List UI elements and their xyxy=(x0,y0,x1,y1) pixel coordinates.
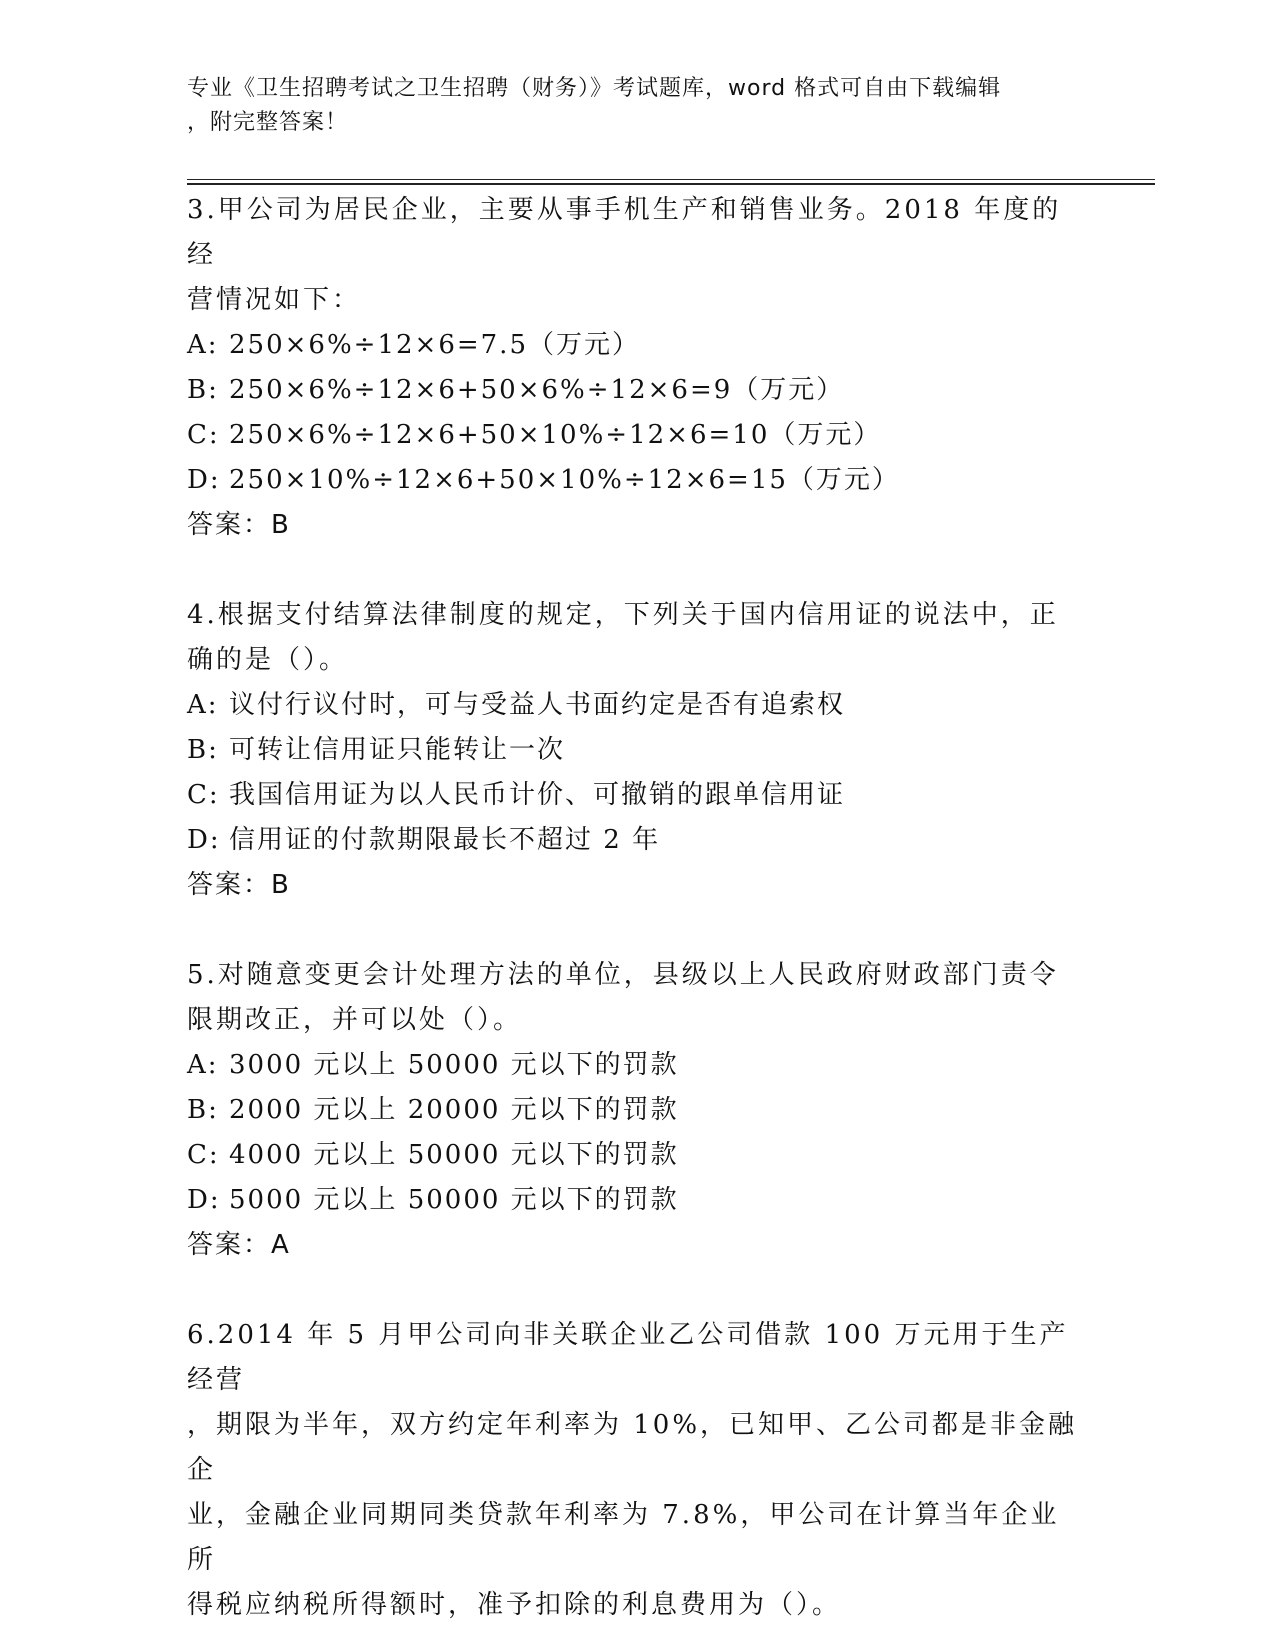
option-c xyxy=(187,413,1087,458)
spacer xyxy=(187,908,1087,953)
option-d xyxy=(187,818,1087,863)
option-key: D: xyxy=(187,825,221,855)
option-text: 信用证的付款期限最长不超过 2 年 xyxy=(229,825,661,855)
question-stem-line: 营情况如下： xyxy=(187,285,362,315)
option-key: C: xyxy=(187,420,220,450)
option-a xyxy=(187,323,1087,368)
option-key: A: xyxy=(187,1050,219,1080)
spacer xyxy=(187,1268,1087,1313)
answer-line: 答案：B xyxy=(187,870,291,900)
option-text: 2000 元以上 20000 元以下的罚款 xyxy=(229,1095,679,1125)
option-text: 5000 元以上 50000 元以下的罚款 xyxy=(229,1185,679,1215)
option-b xyxy=(187,728,1087,773)
question-stem-line: ，期限为半年，双方约定年利率为 10%，已知甲、乙公司都是非金融企 xyxy=(187,1410,1078,1485)
spacer xyxy=(187,548,1087,593)
option-text: 250×6%÷12×6+50×6%÷12×6=9（万元） xyxy=(229,375,845,405)
option-text: 250×6%÷12×6+50×10%÷12×6=10（万元） xyxy=(229,420,882,450)
question-stem-line: 限期改正，并可以处（）。 xyxy=(187,1005,523,1035)
option-text: 250×10%÷12×6+50×10%÷12×6=15（万元） xyxy=(229,465,900,495)
question-list xyxy=(187,188,1087,1628)
question-5 xyxy=(187,953,1087,1268)
header-divider-thin xyxy=(187,179,1155,180)
option-b xyxy=(187,368,1087,413)
option-key: B: xyxy=(187,1095,219,1125)
header-line-2: ，附完整答案！ xyxy=(187,110,349,135)
option-key: D: xyxy=(187,1185,221,1215)
option-d xyxy=(187,1178,1087,1223)
option-key: B: xyxy=(187,375,219,405)
option-key: A: xyxy=(187,690,219,720)
question-stem-line: 3.甲公司为居民企业，主要从事手机生产和销售业务。2018 年度的经 xyxy=(187,195,1062,270)
option-text: 4000 元以上 50000 元以下的罚款 xyxy=(229,1140,679,1170)
option-key: A: xyxy=(187,330,219,360)
question-stem-line: 业，金融企业同期同类贷款年利率为 7.8%，甲公司在计算当年企业所 xyxy=(187,1500,1060,1575)
document-header xyxy=(187,72,1087,140)
option-key: C: xyxy=(187,780,220,810)
answer-line: 答案：A xyxy=(187,1230,291,1260)
option-text: 我国信用证为以人民币计价、可撤销的跟单信用证 xyxy=(229,780,846,810)
option-text: 3000 元以上 50000 元以下的罚款 xyxy=(229,1050,679,1080)
question-stem-line: 确的是（）。 xyxy=(187,645,349,675)
option-c xyxy=(187,1133,1087,1178)
header-line-1: 专业《卫生招聘考试之卫生招聘（财务）》考试题库，word 格式可自由下载编辑 xyxy=(187,76,1002,101)
question-stem-line: 5.对随意变更会计处理方法的单位，县级以上人民政府财政部门责令 xyxy=(187,960,1059,990)
option-a xyxy=(187,1043,1087,1088)
question-6 xyxy=(187,1313,1087,1628)
option-b xyxy=(187,1088,1087,1133)
option-d xyxy=(187,458,1087,503)
question-stem-line: 6.2014 年 5 月甲公司向非关联企业乙公司借款 100 万元用于生产经营 xyxy=(187,1320,1069,1395)
question-3 xyxy=(187,188,1087,548)
question-stem-line: 4.根据支付结算法律制度的规定，下列关于国内信用证的说法中，正 xyxy=(187,600,1059,630)
option-text: 议付行议付时，可与受益人书面约定是否有追索权 xyxy=(229,690,846,720)
option-a xyxy=(187,683,1087,728)
question-4 xyxy=(187,593,1087,908)
header-divider-thick xyxy=(187,183,1155,185)
option-key: B: xyxy=(187,735,219,765)
option-text: 可转让信用证只能转让一次 xyxy=(229,735,566,765)
question-stem-line: 得税应纳税所得额时，准予扣除的利息费用为（）。 xyxy=(187,1590,842,1620)
option-key: D: xyxy=(187,465,221,495)
option-c xyxy=(187,773,1087,818)
option-key: C: xyxy=(187,1140,220,1170)
answer-line: 答案：B xyxy=(187,510,291,540)
option-text: 250×6%÷12×6=7.5（万元） xyxy=(229,330,640,360)
